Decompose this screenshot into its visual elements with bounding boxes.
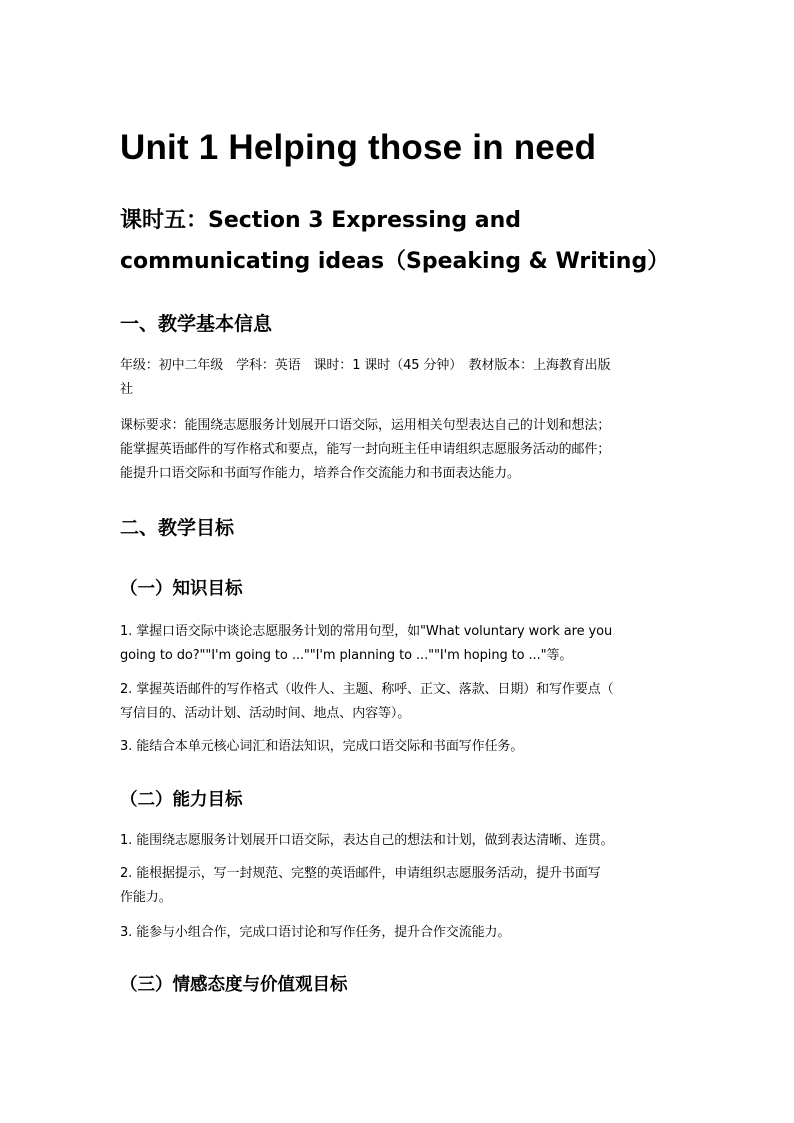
document-title: Unit 1 Helping those in need: [120, 128, 597, 167]
ability-item-1: [120, 829, 676, 853]
text-line: 3. 能结合本单元核心词汇和语法知识，完成口语交际和书面写作任务。: [120, 739, 524, 754]
text-line: 年级：初中二年级 学科：英语 课时：1 课时（45 分钟） 教材版本：上海教育出版: [120, 358, 611, 373]
text-line: 课标要求：能围绕志愿服务计划展开口语交际，运用相关句型表达自己的计划和想法；: [120, 418, 611, 433]
knowledge-item-2: [120, 678, 676, 726]
section-heading-basic-info: 一、教学基本信息: [120, 313, 273, 335]
text-line: 社: [120, 382, 133, 397]
knowledge-item-3: [120, 735, 676, 759]
curriculum-standard-paragraph: [120, 414, 676, 486]
subsection-heading-attitude: （三）情感态度与价值观目标: [120, 975, 348, 995]
text-line: 能提升口语交际和书面写作能力，培养合作交流能力和书面表达能力。: [120, 466, 520, 481]
subsection-heading-knowledge: （一）知识目标: [120, 579, 243, 599]
text-line: 2. 掌握英语邮件的写作格式（收件人、主题、称呼、正文、落款、日期）和写作要点（: [120, 682, 614, 697]
text-line: 能掌握英语邮件的写作格式和要点，能写一封向班主任申请组织志愿服务活动的邮件；: [120, 442, 611, 457]
knowledge-item-1: [120, 620, 676, 668]
basic-info-paragraph: [120, 354, 676, 402]
lesson-subtitle-line: communicating ideas（Speaking & Writing）: [120, 249, 670, 274]
text-line: going to do?""I'm going to ...""I'm planning to ...""I'm hoping to ..."等。: [120, 648, 573, 663]
text-line: 2. 能根据提示，写一封规范、完整的英语邮件，申请组织志愿服务活动，提升书面写: [120, 866, 601, 881]
text-line: 写信目的、活动计划、活动时间、地点、内容等）。: [120, 706, 411, 721]
subsection-heading-ability: （二）能力目标: [120, 790, 243, 810]
ability-item-3: [120, 921, 676, 945]
section-heading-objectives: 二、教学目标: [120, 517, 235, 539]
lesson-subtitle-line: 课时五：Section 3 Expressing and: [120, 208, 522, 233]
text-line: 1. 能围绕志愿服务计划展开口语交际，表达自己的想法和计划，做到表达清晰、连贯。: [120, 833, 614, 848]
text-line: 作能力。: [120, 890, 172, 905]
text-line: 3. 能参与小组合作，完成口语讨论和写作任务，提升合作交流能力。: [120, 925, 511, 940]
text-line: 1. 掌握口语交际中谈论志愿服务计划的常用句型，如"What voluntary work are you: [120, 624, 613, 639]
lesson-subtitle: [120, 200, 680, 282]
ability-item-2: [120, 862, 676, 910]
